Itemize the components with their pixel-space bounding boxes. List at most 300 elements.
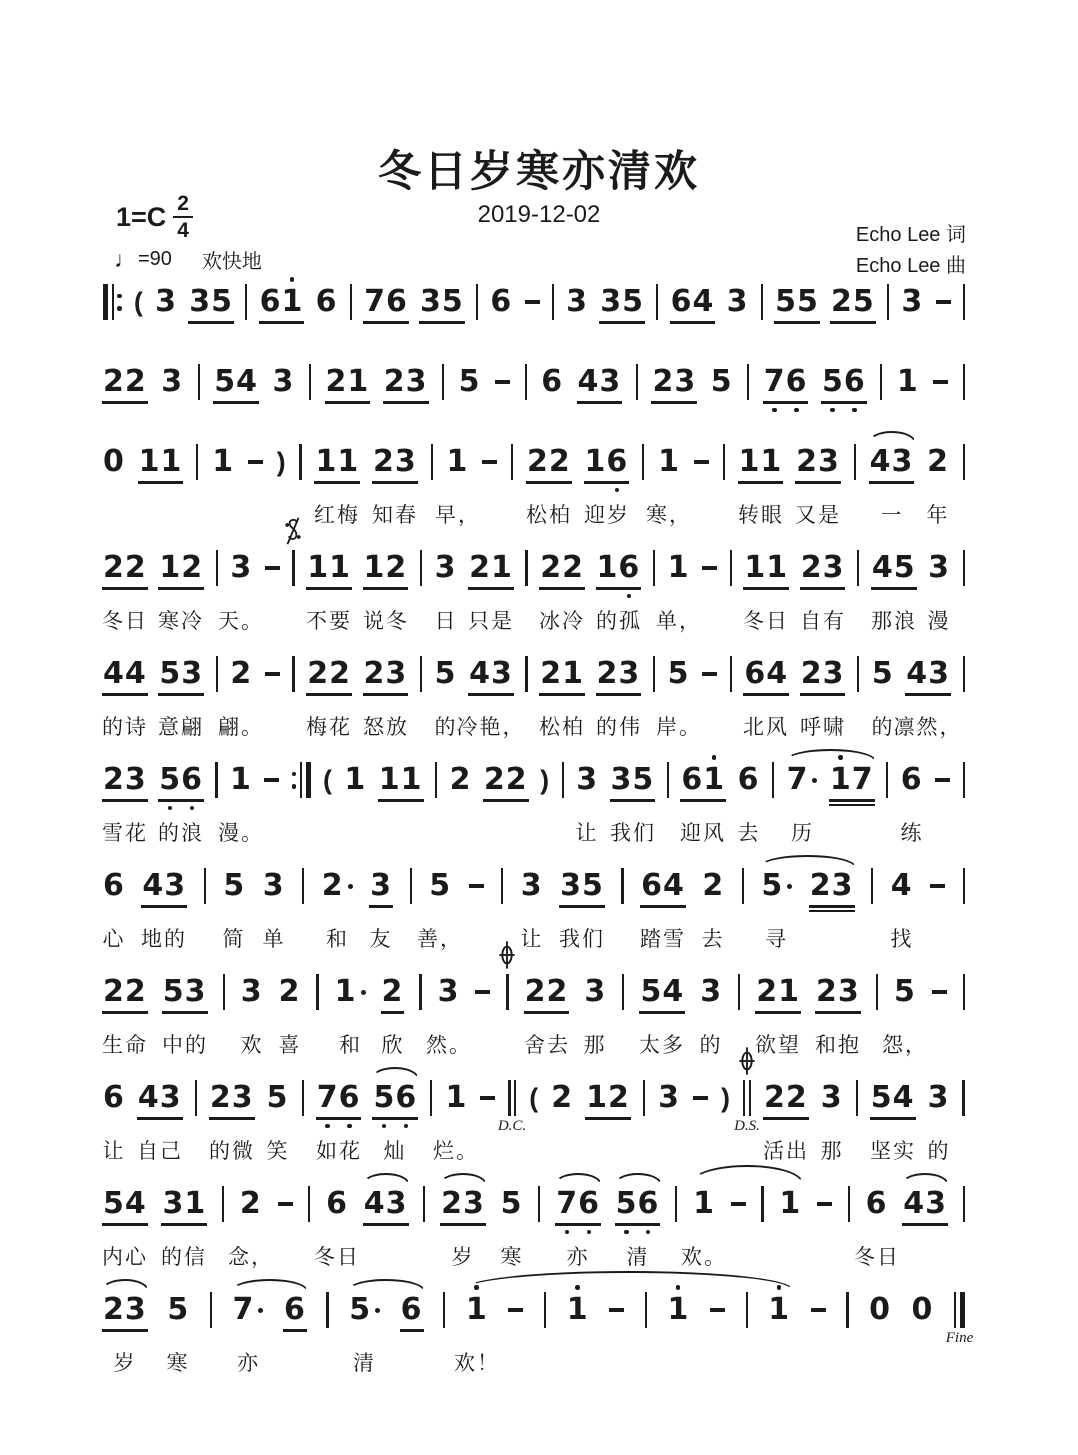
note	[103, 869, 125, 903]
lyric: 的微	[209, 1140, 255, 1163]
lyric: 让	[520, 928, 544, 951]
note-digit: 1	[738, 444, 761, 479]
notes-row	[103, 758, 965, 802]
lyric: 那	[820, 1140, 844, 1163]
note	[527, 445, 571, 479]
notes-row	[103, 440, 965, 484]
note-digit: 6	[103, 868, 125, 903]
lyric: 不要	[306, 610, 352, 633]
note	[768, 1293, 790, 1327]
song-title: 冬日岁寒亦清欢	[378, 148, 700, 196]
lyric: 让	[575, 822, 599, 845]
note	[159, 763, 203, 797]
barline	[292, 656, 294, 692]
barline	[622, 974, 624, 1010]
barline	[621, 868, 623, 904]
note-digit: 4	[662, 868, 685, 903]
note	[260, 285, 304, 319]
note	[307, 551, 351, 585]
note	[928, 551, 950, 585]
note-digit: 1	[138, 444, 161, 479]
note-digit: 5	[441, 284, 464, 319]
note	[159, 551, 203, 585]
notes-row	[103, 652, 965, 696]
note-digit: 2	[831, 284, 853, 319]
note-digit: 4	[124, 1186, 147, 1221]
barline	[215, 762, 217, 798]
note-digit: 5	[159, 763, 181, 797]
barline	[963, 1186, 965, 1222]
lyric: 岸。	[656, 716, 702, 739]
lyric: 和	[326, 928, 349, 951]
note-digit: 1	[693, 1186, 715, 1221]
barline	[316, 974, 318, 1010]
note-digit: 3	[231, 1080, 254, 1115]
augmentation-dot	[787, 884, 792, 889]
note-digit: 1	[315, 444, 338, 479]
key-signature	[116, 192, 193, 242]
note-digit: 5	[893, 550, 916, 585]
barline	[308, 1186, 310, 1222]
note	[744, 657, 788, 691]
note	[870, 445, 914, 479]
note-digit: 3	[674, 364, 697, 399]
note-digit: 2	[449, 762, 472, 797]
note-digit: 5	[871, 656, 894, 691]
note-digit: 1	[667, 550, 690, 585]
parenthesis: (	[133, 286, 143, 317]
barline	[846, 1292, 848, 1328]
barline	[196, 444, 198, 480]
note-digit: 2	[230, 656, 253, 691]
barline	[506, 974, 508, 1010]
note	[445, 1081, 467, 1115]
notation-line-9	[103, 1076, 965, 1182]
barline	[642, 444, 644, 480]
note	[210, 1081, 254, 1115]
note	[521, 869, 543, 903]
lyrics-row	[102, 1226, 965, 1269]
note	[364, 285, 408, 319]
note-digit: 3	[901, 284, 924, 319]
lyric: 知春	[372, 504, 418, 527]
lyric: 那	[583, 1034, 607, 1057]
note-digit: 2	[702, 868, 725, 903]
note-digit: 0	[869, 1292, 891, 1327]
note-digit: 1	[344, 762, 367, 797]
note	[640, 975, 684, 1009]
notation-line-5	[103, 652, 965, 758]
note-digit: 3	[164, 868, 187, 903]
note	[161, 365, 183, 399]
coda-icon	[499, 940, 516, 975]
lyric: 岁	[451, 1246, 475, 1269]
note	[585, 445, 629, 479]
note	[872, 551, 916, 585]
lyric: 简	[222, 928, 246, 951]
note-digit: 4	[137, 1080, 160, 1115]
note	[668, 551, 690, 585]
augmentation-dot	[361, 990, 366, 995]
barline	[420, 656, 422, 692]
note-digit: 1	[337, 444, 360, 479]
lyric: 清	[353, 1352, 376, 1375]
note	[230, 763, 252, 797]
note-digit: 1	[760, 444, 783, 479]
note-digit: 6	[395, 1081, 417, 1115]
note	[658, 1081, 680, 1115]
lyric: 寒，	[646, 504, 692, 527]
note	[891, 869, 913, 903]
double-barline	[743, 1080, 751, 1116]
double-barline	[508, 1080, 516, 1116]
dash-note	[508, 1308, 523, 1312]
note-digit: 2	[816, 974, 838, 1009]
lyric: 烂。	[433, 1140, 479, 1163]
lyric: 喜	[278, 1034, 302, 1057]
note-digit: 3	[437, 974, 460, 1009]
note	[779, 1187, 801, 1221]
note	[566, 285, 588, 319]
barline	[876, 974, 878, 1010]
note-digit: 4	[692, 284, 715, 319]
dash-note	[936, 300, 951, 304]
barline	[350, 284, 352, 320]
note	[284, 1293, 306, 1327]
dash-note	[480, 1096, 495, 1100]
lyric: 活出	[763, 1140, 809, 1163]
mood-text: 欢快地	[201, 251, 262, 273]
note	[466, 1293, 488, 1327]
note-digit: 6	[103, 1080, 125, 1115]
lyric: 单，	[656, 610, 702, 633]
note-digit: 2	[756, 974, 779, 1009]
note-digit: 6	[638, 1187, 660, 1221]
barline	[443, 1292, 445, 1328]
note-digit: 2	[800, 550, 823, 585]
augmentation-dot	[812, 778, 817, 783]
lyric: 亦	[237, 1352, 260, 1375]
note-digit: 3	[584, 974, 607, 1009]
note	[373, 445, 417, 479]
barline	[431, 444, 433, 480]
barline	[435, 762, 437, 798]
note-digit: 2	[551, 1080, 574, 1115]
note-digit: 1	[160, 444, 183, 479]
note-digit: 4	[892, 1080, 915, 1115]
notes-row	[103, 970, 965, 1014]
note-digit: 2	[763, 1080, 786, 1115]
note-digit: 5	[211, 284, 233, 319]
note-digit: 3	[726, 284, 749, 319]
note	[370, 869, 392, 903]
note	[901, 763, 923, 797]
note	[525, 975, 569, 1009]
lyric: 心	[102, 928, 126, 951]
lyric: 松柏	[526, 504, 572, 527]
note	[344, 763, 366, 797]
note	[641, 869, 685, 903]
note	[159, 657, 203, 691]
note-digit: 3	[394, 444, 417, 479]
note-digit: 3	[618, 656, 641, 691]
note-digit: 3	[566, 284, 588, 319]
dash-note	[278, 1202, 293, 1206]
note-digit: 3	[124, 1292, 147, 1327]
barline	[442, 364, 444, 400]
note-digit: 1	[329, 550, 351, 585]
lyric: 让	[102, 1140, 126, 1163]
octave-dot-below	[772, 408, 777, 413]
note-digit: 5	[458, 364, 481, 399]
lyric: 欣	[381, 1034, 405, 1057]
note-digit: 5	[103, 1186, 125, 1221]
barline	[723, 444, 725, 480]
barline	[857, 656, 859, 692]
barline	[857, 550, 859, 586]
note-digit: 6	[900, 762, 923, 797]
note-digit: 3	[159, 1080, 182, 1115]
note-digit: 3	[184, 974, 207, 1009]
note	[212, 445, 234, 479]
lyrics-row	[103, 484, 965, 527]
note-digit: 7	[851, 762, 874, 797]
lyric: 北风	[743, 716, 789, 739]
note-digit: 3	[891, 444, 914, 479]
note-digit: 1	[446, 444, 469, 479]
barline	[198, 364, 200, 400]
note-digit: 5	[870, 1080, 893, 1115]
note	[326, 1187, 348, 1221]
note-digit: 3	[272, 364, 295, 399]
note-digit: 2	[103, 762, 125, 797]
note-digit: 1	[584, 444, 607, 479]
note	[364, 1187, 408, 1221]
barline	[887, 284, 889, 320]
note-digit: 5	[796, 284, 819, 319]
note-digit: 4	[871, 550, 894, 585]
note-digit: 1	[281, 285, 303, 319]
note	[189, 285, 233, 319]
lyric: 说冬	[363, 610, 409, 633]
note-digit: 2	[209, 1080, 232, 1115]
note	[103, 975, 147, 1009]
barline	[886, 762, 888, 798]
note-digit: 3	[420, 284, 442, 319]
barline	[848, 1186, 850, 1222]
note-digit: 2	[469, 550, 491, 585]
mark-fine: Fine	[945, 1330, 974, 1346]
note-digit: 1	[586, 1080, 609, 1115]
note-digit: 7	[556, 1187, 578, 1221]
lyric: 找	[890, 928, 914, 951]
note-digit: 4	[577, 364, 600, 399]
coda-glyph	[499, 940, 516, 970]
barline	[430, 1080, 432, 1116]
note-digit: 6	[385, 284, 408, 319]
barline	[299, 444, 301, 480]
barline	[552, 284, 554, 320]
note-digit: 2	[785, 1080, 808, 1115]
dash-note	[817, 1202, 832, 1206]
note	[822, 365, 866, 399]
note	[273, 365, 295, 399]
composer-credit: Echo Lee 曲	[855, 255, 966, 277]
lyric: 日	[434, 610, 458, 633]
coda-glyph	[739, 1046, 756, 1076]
octave-dot-above	[290, 277, 295, 282]
note	[447, 445, 469, 479]
note-digit: 4	[469, 656, 491, 691]
credits	[856, 220, 966, 282]
note-digit: 3	[230, 550, 253, 585]
note-digit: 3	[240, 974, 263, 1009]
note	[241, 975, 263, 1009]
note	[671, 285, 715, 319]
note-digit: 1	[184, 1186, 207, 1221]
note	[866, 1187, 888, 1221]
note	[738, 763, 760, 797]
barline	[309, 364, 311, 400]
lyric: 的	[871, 716, 895, 739]
note-digit: 2	[385, 550, 408, 585]
barline	[730, 550, 732, 586]
mark-ds: D.S.	[734, 1118, 760, 1134]
note-digit: 4	[124, 656, 147, 691]
note-digit: 2	[373, 444, 395, 479]
barline	[216, 550, 218, 586]
lyric: 雪花	[102, 822, 148, 845]
lyric: 漫。	[218, 822, 264, 845]
note	[787, 763, 818, 797]
note-digit: 2	[363, 656, 386, 691]
note	[551, 1081, 573, 1115]
note-digit: 3	[181, 656, 204, 691]
note	[163, 975, 207, 1009]
note	[401, 1293, 423, 1327]
lyric: 自己	[137, 1140, 183, 1163]
note	[901, 285, 923, 319]
barline	[302, 1080, 304, 1116]
note	[103, 657, 147, 691]
note	[744, 551, 788, 585]
note-digit: 6	[641, 868, 663, 903]
note-digit: 5	[429, 868, 452, 903]
note	[214, 365, 258, 399]
note-digit: 6	[284, 1292, 306, 1327]
barline	[854, 444, 856, 480]
lyric: 迎风	[680, 822, 726, 845]
barline	[410, 868, 412, 904]
note-digit: 2	[383, 364, 406, 399]
note	[702, 869, 724, 903]
lyric: 欢！	[454, 1352, 500, 1375]
barline	[222, 1186, 224, 1222]
note-digit: 1	[400, 762, 423, 797]
dash-note	[811, 1308, 826, 1312]
note-digit: 2	[307, 656, 330, 691]
note	[469, 551, 513, 585]
note-digit: 6	[578, 1187, 600, 1221]
note	[927, 445, 949, 479]
note-digit: 1	[212, 444, 235, 479]
note-digit: 6	[681, 762, 704, 797]
note-digit: 1	[766, 550, 789, 585]
note-digit: 3	[155, 284, 177, 319]
note-digit: 2	[329, 656, 351, 691]
note-digit: 3	[560, 868, 582, 903]
note-digit: 6	[670, 284, 693, 319]
barline	[636, 364, 638, 400]
note-digit: 1	[703, 763, 725, 797]
note-digit: 3	[490, 656, 513, 691]
barline	[738, 974, 740, 1010]
note	[903, 1187, 947, 1221]
note-digit: 3	[820, 1080, 843, 1115]
barline	[326, 1292, 328, 1328]
note-digit: 5	[167, 1292, 190, 1327]
note-digit: 3	[600, 284, 623, 319]
notation-line-6	[103, 758, 965, 864]
note	[830, 763, 874, 797]
lyric: 友	[369, 928, 393, 951]
note-digit: 1	[159, 550, 182, 585]
note-digit: 2	[562, 550, 584, 585]
lyric: 年	[926, 504, 950, 527]
note	[912, 1293, 934, 1327]
note	[764, 365, 808, 399]
lyric: 单	[262, 928, 286, 951]
lyric: 又是	[795, 504, 841, 527]
note-digit: 2	[483, 762, 506, 797]
note-digit: 2	[540, 656, 563, 691]
lyric: 梅花	[306, 716, 352, 739]
lyric: 去	[701, 928, 725, 951]
note-digit: 3	[925, 1186, 947, 1221]
barline	[747, 364, 749, 400]
note-digit: 5	[667, 656, 690, 691]
note-digit: 1	[334, 974, 357, 1009]
lyric: 欲望	[755, 1034, 801, 1057]
note-digit: 1	[347, 364, 370, 399]
lyric: 我们	[610, 822, 656, 845]
note-digit: 3	[520, 868, 543, 903]
lyrics-row	[102, 590, 965, 633]
dash-note	[933, 380, 948, 384]
note	[810, 869, 854, 903]
note-digit: 5	[622, 284, 644, 319]
lyric: 漫	[927, 610, 951, 633]
dash-note	[693, 1096, 708, 1100]
notation-line-10	[103, 1182, 965, 1288]
dash-note	[932, 990, 947, 994]
lyric: 的信	[161, 1246, 207, 1269]
barline	[420, 550, 422, 586]
note	[597, 657, 641, 691]
dash-note	[930, 884, 945, 888]
note	[871, 1081, 915, 1115]
note-digit: 2	[325, 364, 348, 399]
lyric: 的	[699, 1034, 723, 1057]
parenthesis: (	[529, 1082, 539, 1113]
note-digit: 3	[405, 364, 428, 399]
note	[138, 1081, 182, 1115]
note	[103, 445, 125, 479]
note	[335, 975, 366, 1009]
tempo-marking	[114, 245, 262, 274]
note	[384, 365, 428, 399]
lyric: 欢	[240, 1034, 264, 1057]
